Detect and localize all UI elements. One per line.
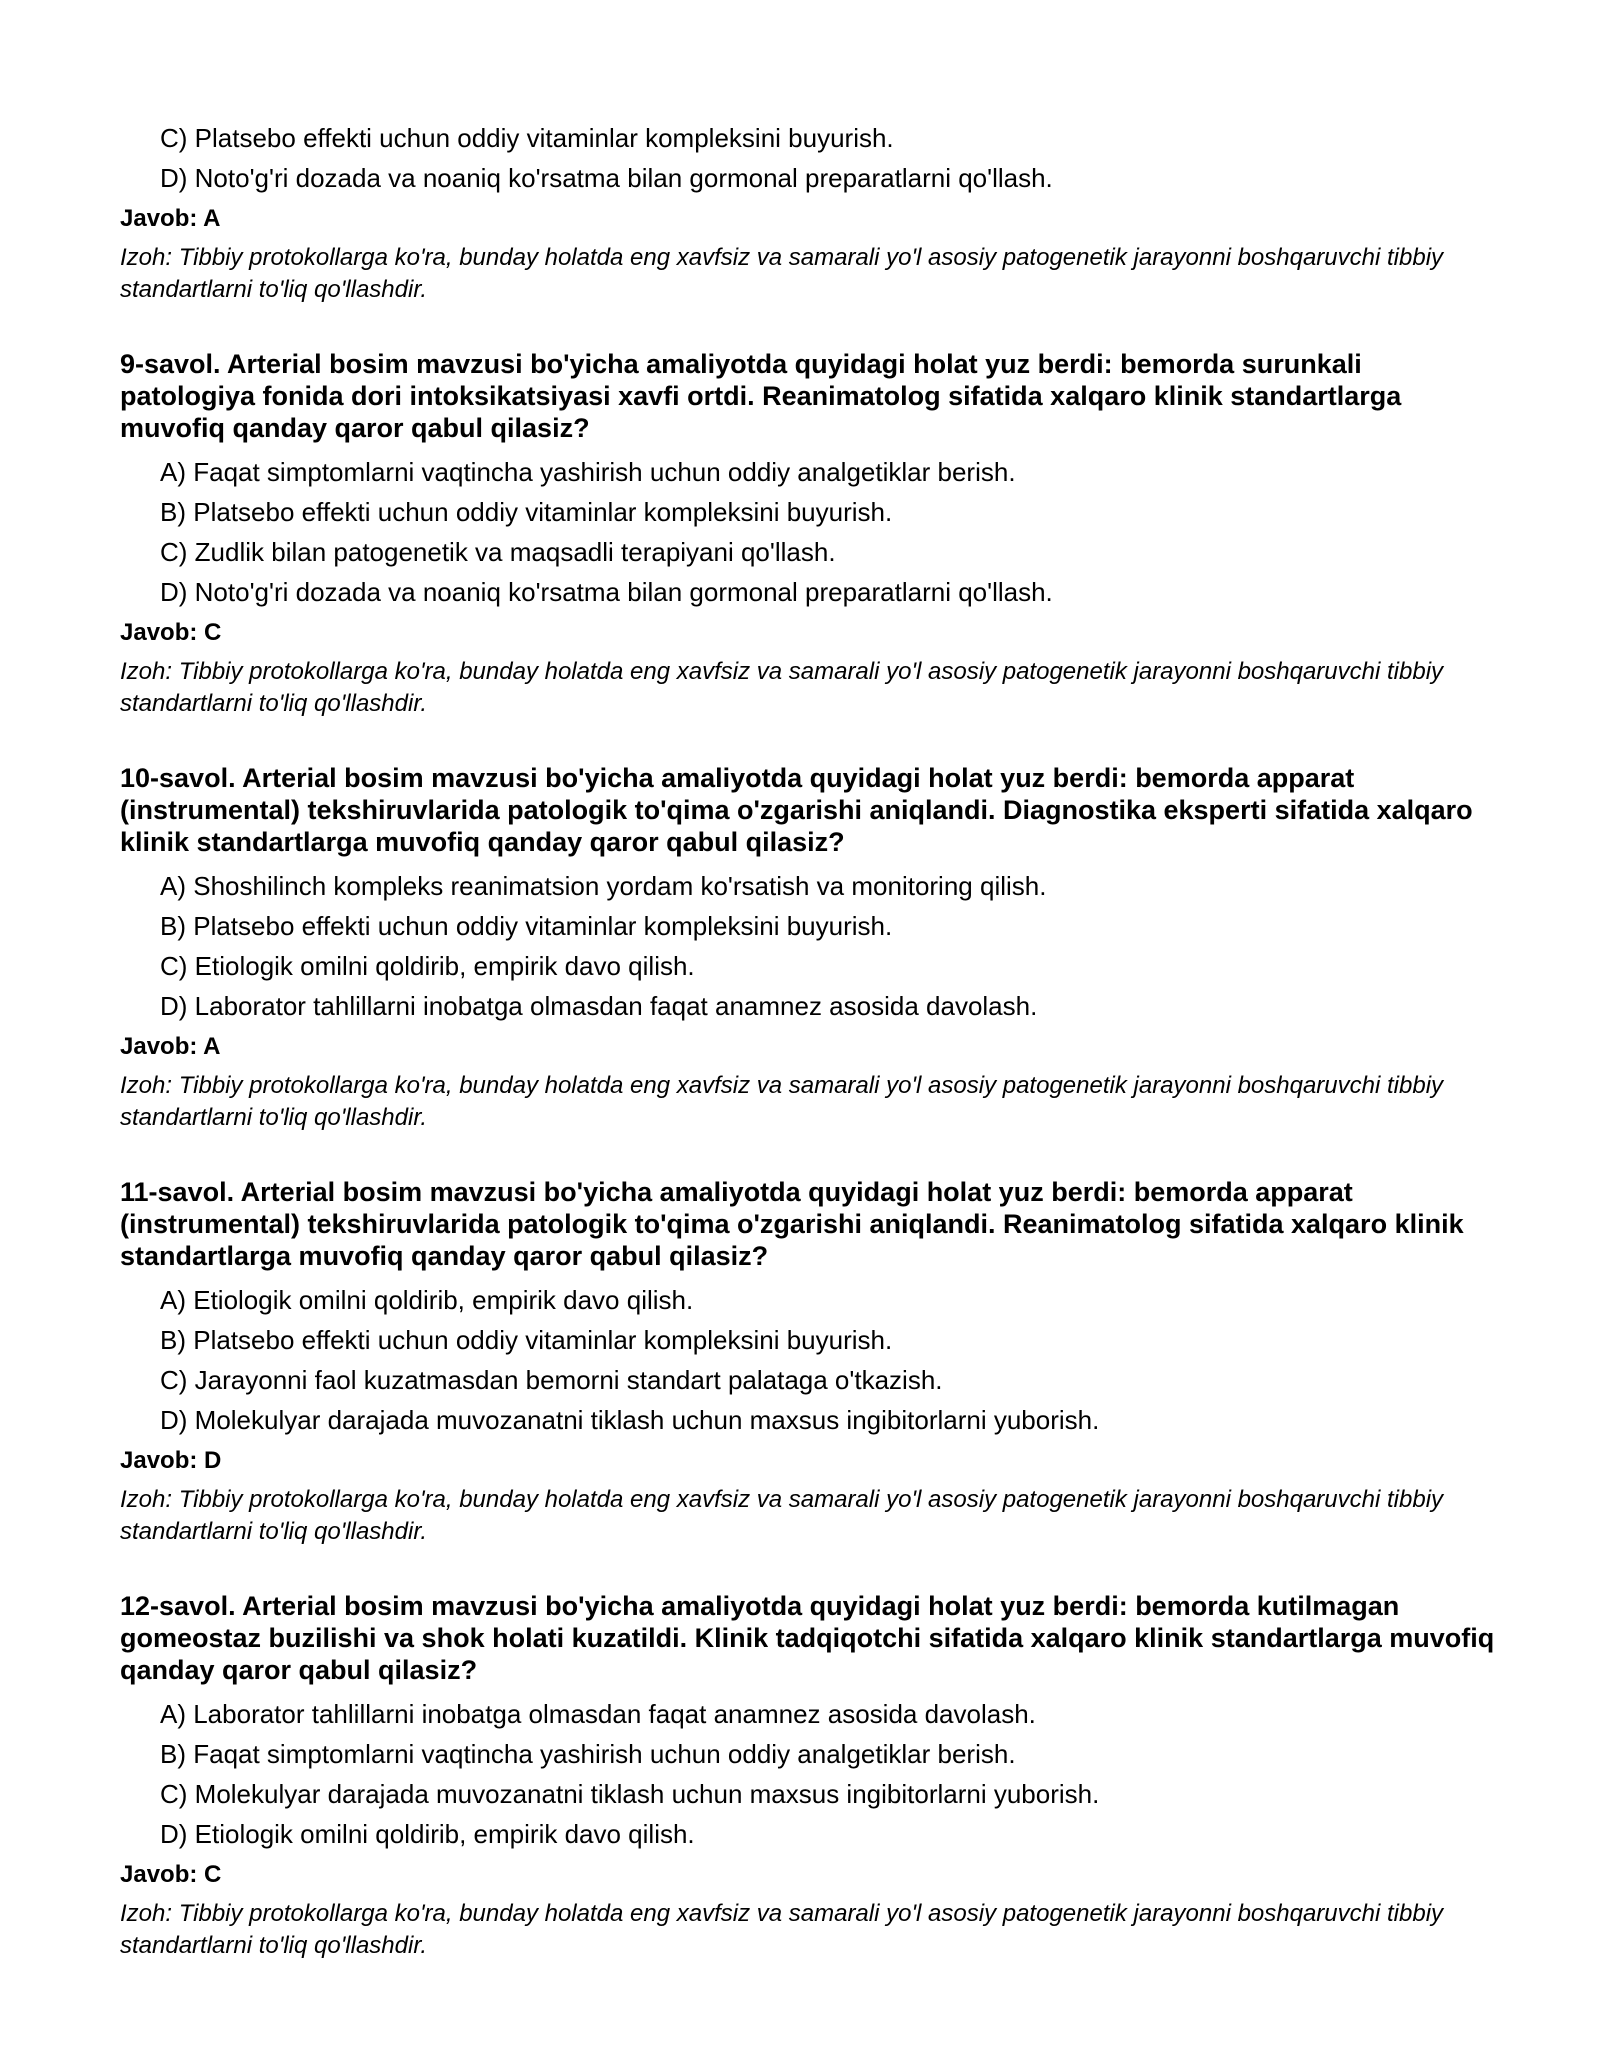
answer-label: Javob: C	[120, 619, 222, 646]
option-c: C) Zudlik bilan patogenetik va maqsadli terapiyani qo'llash.	[160, 537, 836, 567]
option-b: B) Platsebo effekti uchun oddiy vitaminlar kompleksini buyurish.	[160, 1325, 893, 1355]
option-a: A) Shoshilinch kompleks reanimatsion yordam ko'rsatish va monitoring qilish.	[160, 871, 1047, 901]
option-a: A) Etiologik omilni qoldirib, empirik davo qilish.	[160, 1285, 694, 1315]
answer-label: Javob: A	[120, 1033, 221, 1060]
option-b: B) Faqat simptomlarni vaqtincha yashirish uchun oddiy analgetiklar berish.	[160, 1739, 1016, 1769]
explanation-note: Izoh: Tibbiy protokollarga ko'ra, bunday holatda eng xavfsiz va samarali yo'l asosiy patogenetik jarayonni boshqaruvchi tibbiy standartlarni to'liq qo'llashdir.	[120, 1072, 1444, 1131]
document-page	[120, 118, 1500, 1962]
question-8-continuation	[120, 118, 1500, 306]
question-9	[120, 348, 1500, 720]
explanation-note: Izoh: Tibbiy protokollarga ko'ra, bunday holatda eng xavfsiz va samarali yo'l asosiy patogenetik jarayonni boshqaruvchi tibbiy standartlarni to'liq qo'llashdir.	[120, 658, 1444, 717]
question-text: 9-savol. Arterial bosim mavzusi bo'yicha amaliyotda quyidagi holat yuz berdi: bemorda surunkali patologiya fonida dori intoksikatsiyasi xavfi ortdi. Reanimatolog sifatida xalqaro klinik standartlarga muvofiq qanday qaror qabul qilasiz?	[120, 349, 1402, 443]
option-d: D) Etiologik omilni qoldirib, empirik davo qilish.	[160, 1819, 695, 1849]
question-text: 11-savol. Arterial bosim mavzusi bo'yicha amaliyotda quyidagi holat yuz berdi: bemorda apparat (instrumental) tekshiruvlarida patologik to'qima o'zgarishi aniqlandi. Reanimatolog sifatida xalqaro klinik standartlarga muvofiq qanday qaror qabul qilasiz?	[120, 1177, 1464, 1271]
option-d: D) Noto'g'ri dozada va noaniq ko'rsatma bilan gormonal preparatlarni qo'llash.	[160, 163, 1053, 193]
explanation-note: Izoh: Tibbiy protokollarga ko'ra, bunday holatda eng xavfsiz va samarali yo'l asosiy patogenetik jarayonni boshqaruvchi tibbiy standartlarni to'liq qo'llashdir.	[120, 1486, 1444, 1545]
question-text: 12-savol. Arterial bosim mavzusi bo'yicha amaliyotda quyidagi holat yuz berdi: bemorda kutilmagan gomeostaz buzilishi va shok holati kuzatildi. Klinik tadqiqotchi sifatida xalqaro klinik standartlarga muvofiq qanday qaror qabul qilasiz?	[120, 1591, 1495, 1685]
explanation-note: Izoh: Tibbiy protokollarga ko'ra, bunday holatda eng xavfsiz va samarali yo'l asosiy patogenetik jarayonni boshqaruvchi tibbiy standartlarni to'liq qo'llashdir.	[120, 244, 1444, 303]
question-10	[120, 762, 1500, 1134]
option-c: C) Jarayonni faol kuzatmasdan bemorni standart palataga o'tkazish.	[160, 1365, 943, 1395]
option-d: D) Noto'g'ri dozada va noaniq ko'rsatma bilan gormonal preparatlarni qo'llash.	[160, 577, 1053, 607]
question-12	[120, 1590, 1500, 1962]
option-c: C) Etiologik omilni qoldirib, empirik davo qilish.	[160, 951, 695, 981]
option-b: B) Platsebo effekti uchun oddiy vitaminlar kompleksini buyurish.	[160, 911, 893, 941]
option-a: A) Laborator tahlillarni inobatga olmasdan faqat anamnez asosida davolash.	[160, 1699, 1036, 1729]
explanation-note: Izoh: Tibbiy protokollarga ko'ra, bunday holatda eng xavfsiz va samarali yo'l asosiy patogenetik jarayonni boshqaruvchi tibbiy standartlarni to'liq qo'llashdir.	[120, 1900, 1444, 1959]
option-d: D) Molekulyar darajada muvozanatni tiklash uchun maxsus ingibitorlarni yuborish.	[160, 1405, 1100, 1435]
option-c: C) Platsebo effekti uchun oddiy vitaminlar kompleksini buyurish.	[160, 123, 894, 153]
answer-label: Javob: A	[120, 205, 221, 232]
question-11	[120, 1176, 1500, 1548]
option-c: C) Molekulyar darajada muvozanatni tiklash uchun maxsus ingibitorlarni yuborish.	[160, 1779, 1100, 1809]
answer-label: Javob: D	[120, 1447, 222, 1474]
option-d: D) Laborator tahlillarni inobatga olmasdan faqat anamnez asosida davolash.	[160, 991, 1038, 1021]
option-a: A) Faqat simptomlarni vaqtincha yashirish uchun oddiy analgetiklar berish.	[160, 457, 1016, 487]
option-b: B) Platsebo effekti uchun oddiy vitaminlar kompleksini buyurish.	[160, 497, 893, 527]
question-text: 10-savol. Arterial bosim mavzusi bo'yicha amaliyotda quyidagi holat yuz berdi: bemorda apparat (instrumental) tekshiruvlarida patologik to'qima o'zgarishi aniqlandi. Diagnostika eksperti sifatida xalqaro klinik standartlarga muvofiq qanday qaror qabul qilasiz?	[120, 763, 1473, 857]
answer-label: Javob: C	[120, 1861, 222, 1888]
